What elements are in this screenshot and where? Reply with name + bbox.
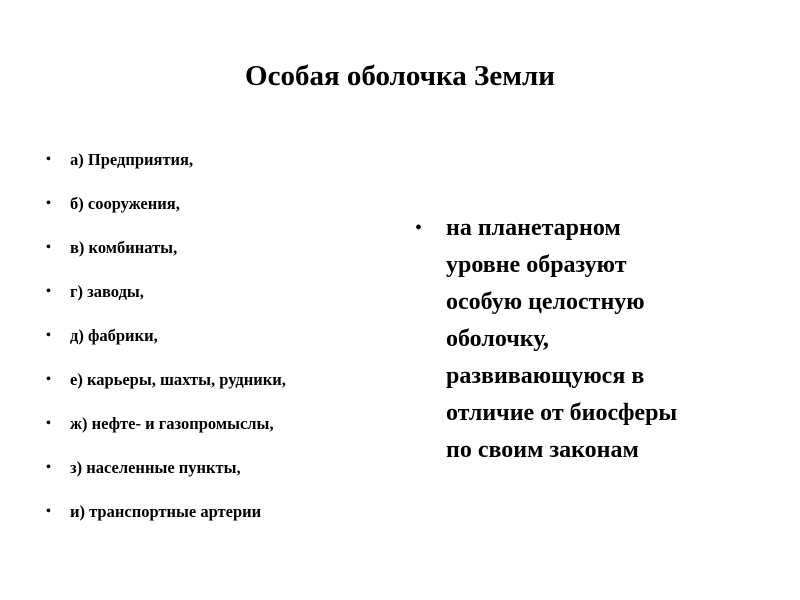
list-item-text: е) карьеры, шахты, рудники, bbox=[70, 370, 286, 389]
list-item-text: и) транспортные артерии bbox=[70, 502, 262, 521]
list-item bbox=[46, 455, 406, 499]
bullet-icon: • bbox=[46, 460, 51, 475]
list-item-text: ж) нефте- и газопромыслы, bbox=[70, 414, 274, 433]
right-bullet-text bbox=[446, 210, 765, 469]
slide-title: Особая оболочка Земли bbox=[245, 60, 555, 92]
bullet-icon: • bbox=[46, 372, 51, 387]
bullet-icon: • bbox=[46, 416, 51, 431]
list-item bbox=[46, 235, 406, 279]
bullet-icon: • bbox=[46, 240, 51, 255]
text-line: отличие от биосферы bbox=[446, 400, 678, 426]
list-item-text: а) Предприятия, bbox=[70, 150, 194, 169]
bullet-icon: • bbox=[46, 284, 51, 299]
list-item bbox=[46, 147, 406, 191]
bullet-icon: • bbox=[415, 217, 423, 239]
text-line: оболочку, bbox=[446, 326, 549, 352]
list-item bbox=[46, 411, 406, 455]
text-line: на планетарном bbox=[446, 215, 621, 241]
left-bullet-list bbox=[46, 147, 406, 543]
bullet-icon: • bbox=[46, 152, 51, 167]
text-line: по своим законам bbox=[446, 437, 639, 463]
bullet-icon: • bbox=[46, 328, 51, 343]
list-item bbox=[46, 279, 406, 323]
list-item bbox=[46, 191, 406, 235]
list-item bbox=[46, 367, 406, 411]
list-item-text: г) заводы, bbox=[70, 282, 144, 301]
list-item-text: з) населенные пункты, bbox=[70, 458, 241, 477]
list-item-text: д) фабрики, bbox=[70, 326, 158, 345]
bullet-icon: • bbox=[46, 196, 51, 211]
list-item-text: б) сооружения, bbox=[70, 194, 180, 213]
list-item-text: в) комбинаты, bbox=[70, 238, 178, 257]
text-line: уровне образуют bbox=[446, 252, 627, 278]
list-item bbox=[46, 499, 406, 543]
bullet-icon: • bbox=[46, 504, 51, 519]
text-line: развивающуюся в bbox=[446, 363, 645, 389]
list-item bbox=[46, 323, 406, 367]
text-line: особую целостную bbox=[446, 289, 645, 315]
right-bullet-block bbox=[415, 210, 765, 469]
